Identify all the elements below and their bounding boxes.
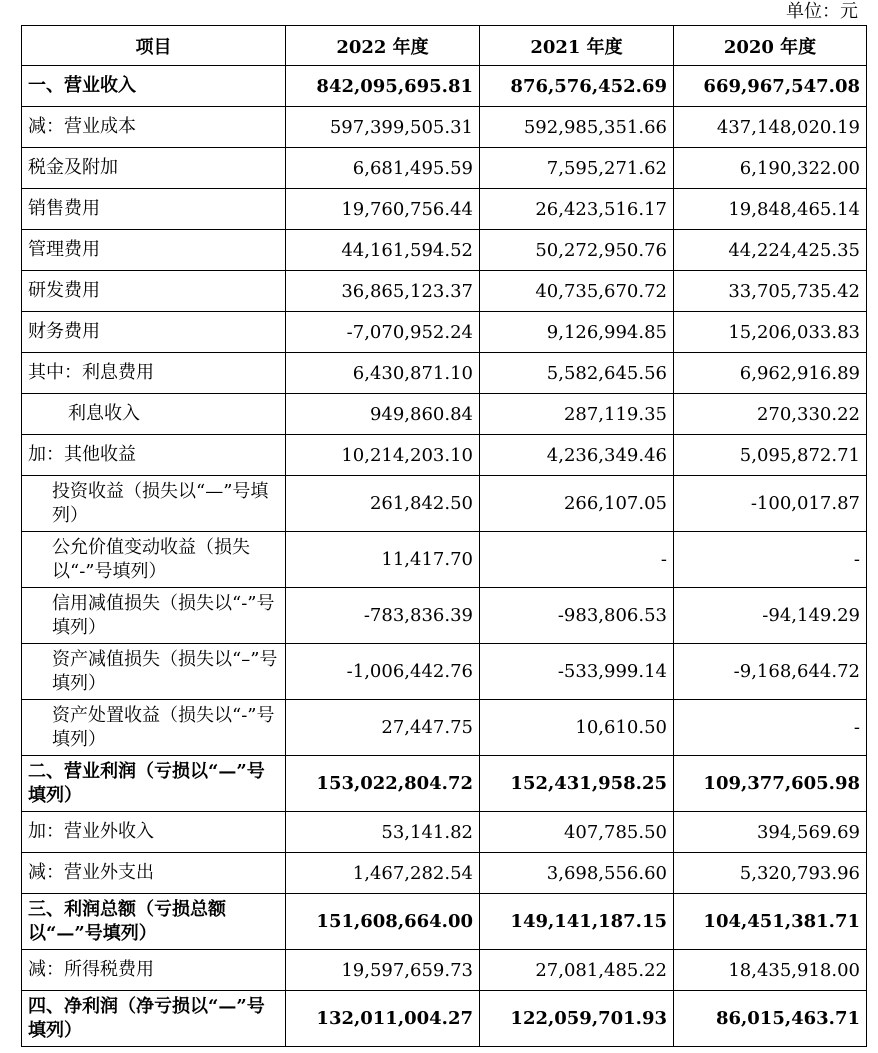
- value-2020: -100,017.87: [674, 476, 867, 532]
- value-2020: 6,190,322.00: [674, 148, 867, 189]
- row-label: 税金及附加: [22, 148, 286, 189]
- table-row: [22, 66, 867, 107]
- value-2021: 876,576,452.69: [480, 66, 674, 107]
- value-2020: -: [674, 532, 867, 588]
- value-2022: 153,022,804.72: [286, 756, 480, 812]
- value-2021: -533,999.14: [480, 644, 674, 700]
- value-2022: 10,214,203.10: [286, 435, 480, 476]
- row-label: 减：营业成本: [22, 107, 286, 148]
- table-row: [22, 435, 867, 476]
- header-row: [22, 26, 867, 66]
- header-item: 项目: [22, 26, 286, 66]
- row-label: 投资收益（损失以“—”号填列）: [22, 476, 286, 532]
- table-row: [22, 588, 867, 644]
- value-2022: 842,095,695.81: [286, 66, 480, 107]
- row-label: 销售费用: [22, 189, 286, 230]
- value-2021: 152,431,958.25: [480, 756, 674, 812]
- table-row: [22, 812, 867, 853]
- value-2020: 19,848,465.14: [674, 189, 867, 230]
- value-2020: 44,224,425.35: [674, 230, 867, 271]
- row-label: 管理费用: [22, 230, 286, 271]
- row-label: 信用减值损失（损失以“-”号填列）: [22, 588, 286, 644]
- table-row: [22, 853, 867, 894]
- table-row: [22, 312, 867, 353]
- value-2022: 132,011,004.27: [286, 991, 480, 1047]
- value-2021: 3,698,556.60: [480, 853, 674, 894]
- value-2020: 394,569.69: [674, 812, 867, 853]
- value-2021: 50,272,950.76: [480, 230, 674, 271]
- table-row: [22, 532, 867, 588]
- value-2020: 15,206,033.83: [674, 312, 867, 353]
- value-2021: 27,081,485.22: [480, 950, 674, 991]
- value-2022: 6,430,871.10: [286, 353, 480, 394]
- row-label: 三、利润总额（亏损总额以“—”号填列）: [22, 894, 286, 950]
- value-2021: 9,126,994.85: [480, 312, 674, 353]
- row-label: 公允价值变动收益（损失以“-”号填列）: [22, 532, 286, 588]
- table-row: [22, 148, 867, 189]
- row-label: 利息收入: [22, 394, 286, 435]
- value-2021: 26,423,516.17: [480, 189, 674, 230]
- value-2022: 949,860.84: [286, 394, 480, 435]
- value-2022: 19,760,756.44: [286, 189, 480, 230]
- value-2022: 151,608,664.00: [286, 894, 480, 950]
- table-row: [22, 394, 867, 435]
- value-2022: 261,842.50: [286, 476, 480, 532]
- value-2022: 11,417.70: [286, 532, 480, 588]
- row-label: 资产减值损失（损失以“–”号填列）: [22, 644, 286, 700]
- value-2022: 19,597,659.73: [286, 950, 480, 991]
- value-2021: 149,141,187.15: [480, 894, 674, 950]
- value-2022: -783,836.39: [286, 588, 480, 644]
- value-2020: 270,330.22: [674, 394, 867, 435]
- row-label: 减：营业外支出: [22, 853, 286, 894]
- row-label: 二、营业利润（亏损以“—”号填列）: [22, 756, 286, 812]
- header-2020: 2020 年度: [674, 26, 867, 66]
- value-2020: 104,451,381.71: [674, 894, 867, 950]
- income-statement-table: [21, 25, 867, 1047]
- value-2020: -: [674, 700, 867, 756]
- value-2020: 33,705,735.42: [674, 271, 867, 312]
- row-label: 四、净利润（净亏损以“—”号填列）: [22, 991, 286, 1047]
- value-2021: 266,107.05: [480, 476, 674, 532]
- table-row: [22, 950, 867, 991]
- value-2021: 122,059,701.93: [480, 991, 674, 1047]
- value-2020: -9,168,644.72: [674, 644, 867, 700]
- table-row: [22, 756, 867, 812]
- value-2021: 5,582,645.56: [480, 353, 674, 394]
- value-2021: 10,610.50: [480, 700, 674, 756]
- value-2022: 6,681,495.59: [286, 148, 480, 189]
- table-row: [22, 271, 867, 312]
- value-2021: 4,236,349.46: [480, 435, 674, 476]
- value-2021: 287,119.35: [480, 394, 674, 435]
- value-2021: 592,985,351.66: [480, 107, 674, 148]
- value-2020: 5,320,793.96: [674, 853, 867, 894]
- value-2020: 109,377,605.98: [674, 756, 867, 812]
- value-2020: 86,015,463.71: [674, 991, 867, 1047]
- row-label: 加：营业外收入: [22, 812, 286, 853]
- row-label: 资产处置收益（损失以“-”号填列）: [22, 700, 286, 756]
- table-row: [22, 644, 867, 700]
- value-2020: 18,435,918.00: [674, 950, 867, 991]
- value-2022: 53,141.82: [286, 812, 480, 853]
- table-row: [22, 476, 867, 532]
- row-label: 研发费用: [22, 271, 286, 312]
- value-2020: 6,962,916.89: [674, 353, 867, 394]
- header-2022: 2022 年度: [286, 26, 480, 66]
- table-row: [22, 991, 867, 1047]
- value-2022: 44,161,594.52: [286, 230, 480, 271]
- value-2020: 437,148,020.19: [674, 107, 867, 148]
- value-2021: 7,595,271.62: [480, 148, 674, 189]
- value-2022: 597,399,505.31: [286, 107, 480, 148]
- row-label: 一、营业收入: [22, 66, 286, 107]
- table-row: [22, 700, 867, 756]
- row-label: 减：所得税费用: [22, 950, 286, 991]
- value-2020: 5,095,872.71: [674, 435, 867, 476]
- table-row: [22, 353, 867, 394]
- table-row: [22, 230, 867, 271]
- table-row: [22, 894, 867, 950]
- value-2020: -94,149.29: [674, 588, 867, 644]
- value-2021: -: [480, 532, 674, 588]
- value-2022: 1,467,282.54: [286, 853, 480, 894]
- header-2021: 2021 年度: [480, 26, 674, 66]
- value-2022: -1,006,442.76: [286, 644, 480, 700]
- unit-label: 单位：元: [786, 1, 858, 22]
- row-label: 财务费用: [22, 312, 286, 353]
- value-2021: 407,785.50: [480, 812, 674, 853]
- value-2022: 27,447.75: [286, 700, 480, 756]
- value-2022: -7,070,952.24: [286, 312, 480, 353]
- table-row: [22, 107, 867, 148]
- table-row: [22, 189, 867, 230]
- value-2022: 36,865,123.37: [286, 271, 480, 312]
- row-label: 其中：利息费用: [22, 353, 286, 394]
- value-2020: 669,967,547.08: [674, 66, 867, 107]
- value-2021: -983,806.53: [480, 588, 674, 644]
- value-2021: 40,735,670.72: [480, 271, 674, 312]
- row-label: 加：其他收益: [22, 435, 286, 476]
